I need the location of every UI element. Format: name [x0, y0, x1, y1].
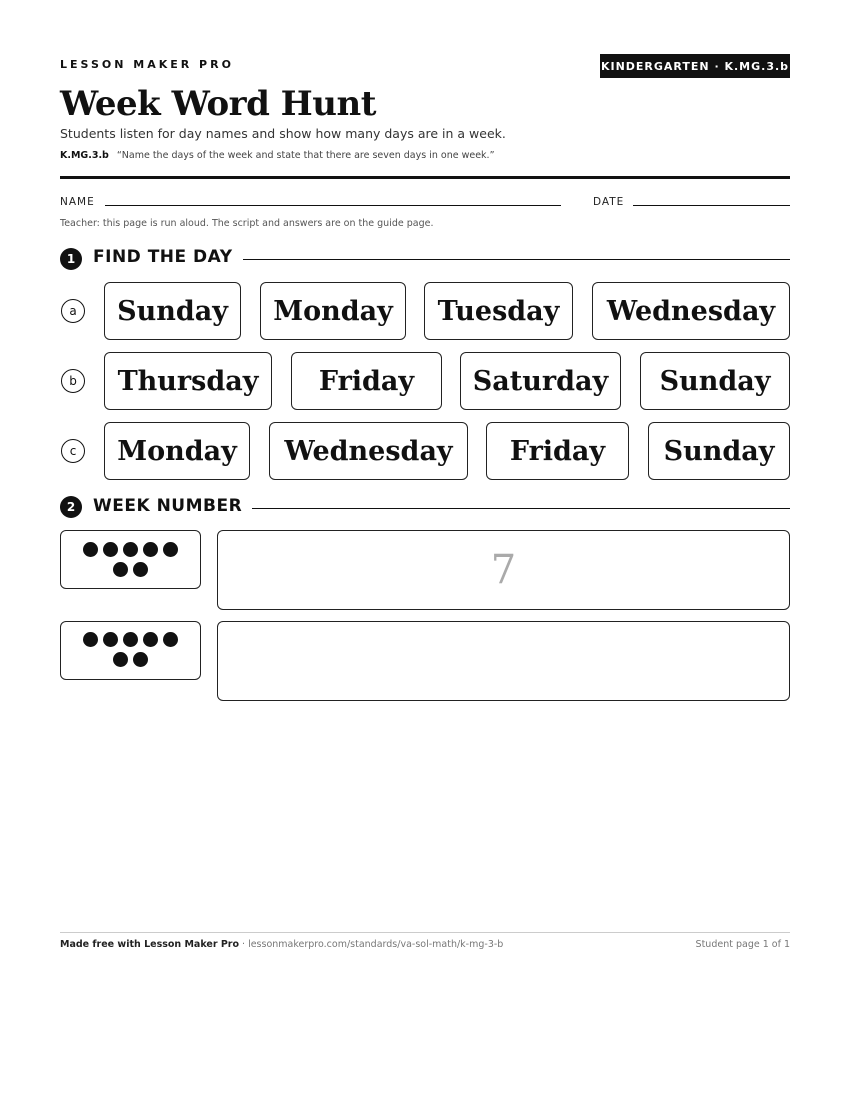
dot [133, 562, 148, 577]
brand-name: LESSON MAKER PRO [60, 58, 234, 71]
section-number-1: 1 [60, 248, 82, 270]
dot [143, 632, 158, 647]
word-card[interactable]: Saturday [460, 352, 621, 410]
word-card[interactable]: Thursday [104, 352, 272, 410]
name-field[interactable] [105, 205, 561, 206]
dot [123, 632, 138, 647]
grade-badge: KINDERGARTEN · K.MG.3.b [600, 54, 790, 78]
section-title-week-number: WEEK NUMBER [93, 496, 243, 516]
dot [113, 652, 128, 667]
standard-code: K.MG.3.b [60, 150, 109, 161]
word-card[interactable]: Wednesday [269, 422, 468, 480]
standard-line [60, 150, 495, 161]
dot [83, 542, 98, 557]
dot [83, 632, 98, 647]
footer-divider [60, 932, 790, 933]
dot [163, 542, 178, 557]
dot [133, 652, 148, 667]
word-card[interactable]: Sunday [640, 352, 790, 410]
footer-url[interactable]: · lessonmakerpro.com/standards/va-sol-math/k-mg-3-b [239, 939, 504, 950]
footer-credit [60, 939, 503, 950]
row-letter-b: b [61, 369, 85, 393]
dot-card [60, 530, 201, 589]
dot [143, 542, 158, 557]
section-title-find-the-day: FIND THE DAY [93, 247, 233, 267]
word-card[interactable]: Monday [260, 282, 406, 340]
page-subtitle: Students listen for day names and show how many days are in a week. [60, 126, 506, 141]
dot [163, 632, 178, 647]
dot [103, 632, 118, 647]
dot-card [60, 621, 201, 680]
footer-made-with: Made free with Lesson Maker Pro [60, 939, 240, 950]
page-indicator: Student page 1 of 1 [695, 939, 790, 950]
row-letter-c: c [61, 439, 85, 463]
standard-text: “Name the days of the week and state that there are seven days in one week.” [116, 150, 495, 161]
word-card[interactable]: Monday [104, 422, 250, 480]
dot [103, 542, 118, 557]
header-divider [60, 176, 790, 179]
teacher-note: Teacher: this page is run aloud. The script and answers are on the guide page. [60, 218, 434, 229]
answer-box[interactable]: 7 [217, 530, 790, 610]
word-card[interactable]: Friday [486, 422, 629, 480]
word-card[interactable]: Tuesday [424, 282, 573, 340]
page-title: Week Word Hunt [60, 84, 376, 124]
row-letter-a: a [61, 299, 85, 323]
date-field[interactable] [633, 205, 790, 206]
section-divider [252, 508, 790, 509]
dot [123, 542, 138, 557]
word-card[interactable]: Wednesday [592, 282, 790, 340]
section-number-2: 2 [60, 496, 82, 518]
word-card[interactable]: Friday [291, 352, 442, 410]
answer-box[interactable] [217, 621, 790, 701]
date-label: DATE [593, 196, 625, 208]
word-card[interactable]: Sunday [648, 422, 790, 480]
word-card[interactable]: Sunday [104, 282, 241, 340]
section-divider [243, 259, 790, 260]
dot [113, 562, 128, 577]
name-label: NAME [60, 196, 95, 208]
